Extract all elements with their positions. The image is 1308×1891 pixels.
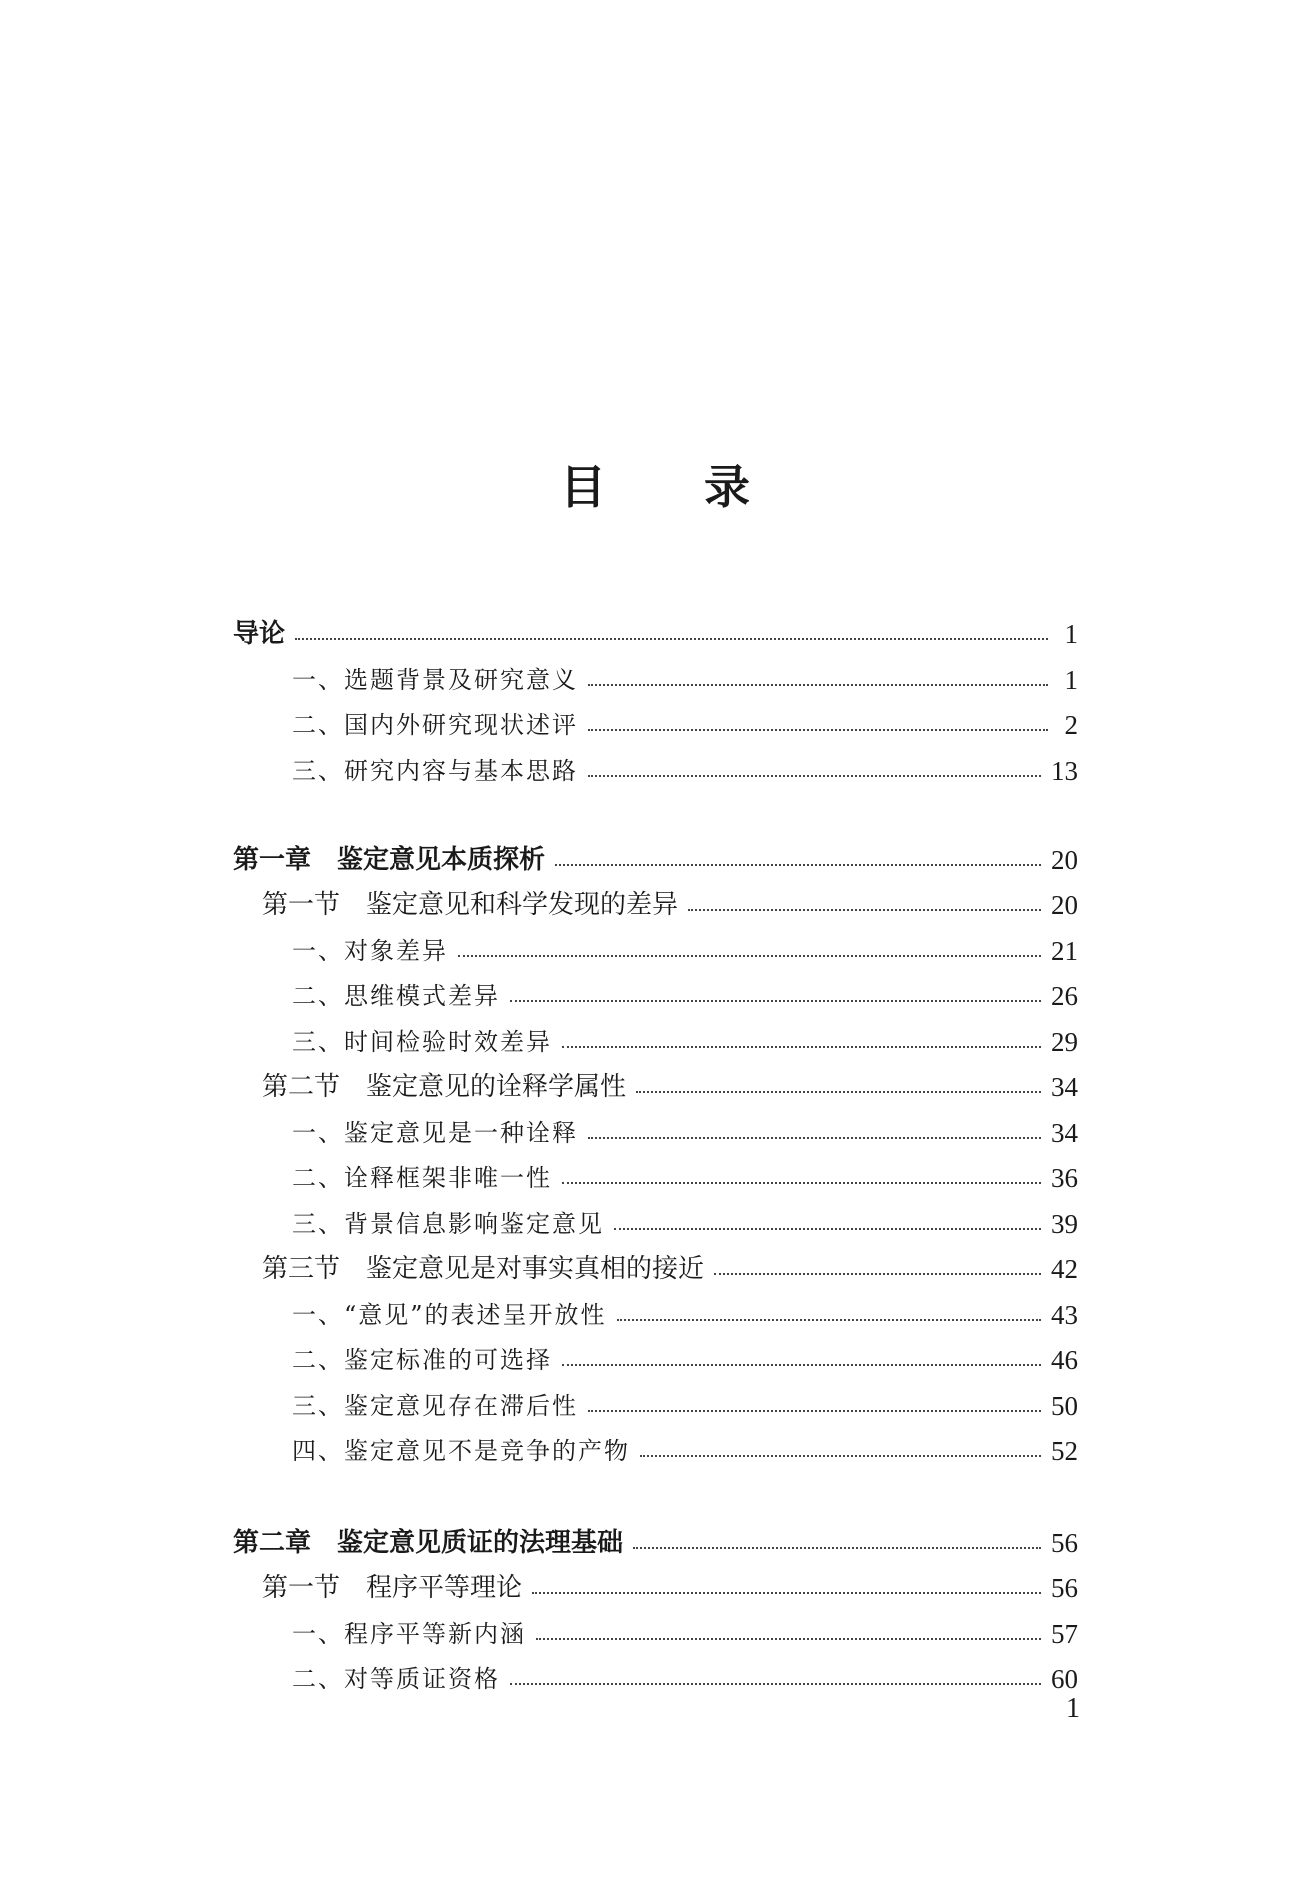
toc-entry-page-number: 52 [1051,1436,1078,1466]
toc-entry-label: 三、鉴定意见存在滞后性 [292,1392,578,1420]
toc-entry-page-number: 1 [1064,665,1078,695]
toc-section-entry[interactable] [0,1566,1308,1610]
toc-subsection-entry[interactable] [0,1612,1308,1656]
toc-subsection-entry[interactable] [0,1429,1308,1473]
toc-entry-page-number: 13 [1051,756,1078,786]
toc-section-entry[interactable] [0,1247,1308,1291]
dot-leader [562,1364,1041,1366]
dot-leader [614,1228,1041,1230]
dot-leader [636,1091,1041,1093]
toc-entry-label: 三、研究内容与基本思路 [292,757,578,785]
toc-title-char-2: 录 [704,460,750,514]
page-number: 1 [1066,1693,1080,1724]
dot-leader [688,909,1041,911]
toc-subsection-entry[interactable] [0,1384,1308,1428]
dot-leader [562,1182,1041,1184]
toc-entry-page-number: 42 [1051,1254,1078,1284]
toc-title-char-1: 目 [560,460,606,514]
toc-subsection-entry[interactable] [0,929,1308,973]
toc-subsection-entry[interactable] [0,1020,1308,1064]
toc-entry-page-number: 34 [1051,1118,1078,1148]
toc-entry-label: 二、思维模式差异 [292,982,500,1010]
toc-entry-label: 一、对象差异 [292,937,448,965]
toc-entry-label: 第一章 鉴定意见本质探析 [233,845,546,875]
dot-leader [588,729,1048,731]
dot-leader [640,1455,1041,1457]
toc-entry-label: 三、背景信息影响鉴定意见 [292,1210,604,1238]
toc-entry-label: 导论 [233,619,286,649]
toc-entry-page-number: 20 [1051,890,1078,920]
toc-entry-page-number: 34 [1051,1072,1078,1102]
toc-subsection-entry[interactable] [0,749,1308,793]
toc-entry-label: 二、国内外研究现状述评 [292,711,578,739]
toc-entry-page-number: 60 [1051,1664,1078,1694]
toc-entry-label: 四、鉴定意见不是竞争的产物 [292,1437,630,1465]
dot-leader [588,1410,1041,1412]
toc-entry-page-number: 26 [1051,981,1078,1011]
toc-subsection-entry[interactable] [0,974,1308,1018]
toc-chapter-entry[interactable] [0,1521,1308,1565]
toc-entry-label: 二、鉴定标准的可选择 [292,1346,552,1374]
dot-leader [562,1046,1041,1048]
toc-chapter-entry[interactable] [0,838,1308,882]
toc-subsection-entry[interactable] [0,1111,1308,1155]
toc-section-entry[interactable] [0,883,1308,927]
dot-leader [714,1273,1041,1275]
toc-entry-label: 第一节 鉴定意见和科学发现的差异 [262,890,679,920]
toc-entry-page-number: 21 [1051,936,1078,966]
toc-entry-page-number: 29 [1051,1027,1078,1057]
toc-entry-label: 二、对等质证资格 [292,1665,500,1693]
dot-leader [617,1319,1041,1321]
toc-entry-page-number: 39 [1051,1209,1078,1239]
toc-entry-label: 第二章 鉴定意见质证的法理基础 [233,1528,624,1558]
toc-subsection-entry[interactable] [0,1293,1308,1337]
toc-entry-page-number: 2 [1064,710,1078,740]
toc-entry-page-number: 56 [1051,1528,1078,1558]
toc-entry-label: 一、选题背景及研究意义 [292,666,578,694]
toc-subsection-entry[interactable] [0,703,1308,747]
dot-leader [555,864,1041,866]
toc-entry-page-number: 50 [1051,1391,1078,1421]
dot-leader [295,638,1048,640]
toc-subsection-entry[interactable] [0,1156,1308,1200]
toc-entry-label: 二、诠释框架非唯一性 [292,1164,552,1192]
dot-leader [458,955,1041,957]
dot-leader [588,1137,1041,1139]
toc-entry-page-number: 57 [1051,1619,1078,1649]
toc-entry-label: 第三节 鉴定意见是对事实真相的接近 [262,1254,705,1284]
toc-entry-page-number: 43 [1051,1300,1078,1330]
toc-subsection-entry[interactable] [0,1338,1308,1382]
toc-subsection-entry[interactable] [0,1202,1308,1246]
toc-entry-page-number: 36 [1051,1163,1078,1193]
toc-chapter-entry[interactable] [0,612,1308,656]
toc-subsection-entry[interactable] [0,1657,1308,1701]
toc-entry-label: 一、“意见”的表述呈开放性 [292,1301,607,1329]
toc-entry-label: 三、时间检验时效差异 [292,1028,552,1056]
toc-entry-page-number: 20 [1051,845,1078,875]
toc-subsection-entry[interactable] [0,658,1308,702]
toc-entry-page-number: 46 [1051,1345,1078,1375]
dot-leader [633,1547,1041,1549]
toc-entry-page-number: 1 [1064,619,1078,649]
dot-leader [536,1638,1041,1640]
dot-leader [588,684,1048,686]
toc-entry-label: 一、鉴定意见是一种诠释 [292,1119,578,1147]
toc-entry-label: 第一节 程序平等理论 [262,1573,523,1603]
toc-entry-label: 第二节 鉴定意见的诠释学属性 [262,1072,627,1102]
dot-leader [510,1683,1041,1685]
dot-leader [510,1000,1041,1002]
toc-section-entry[interactable] [0,1065,1308,1109]
dot-leader [588,775,1041,777]
toc-entry-page-number: 56 [1051,1573,1078,1603]
toc-entry-label: 一、程序平等新内涵 [292,1620,526,1648]
dot-leader [532,1592,1041,1594]
